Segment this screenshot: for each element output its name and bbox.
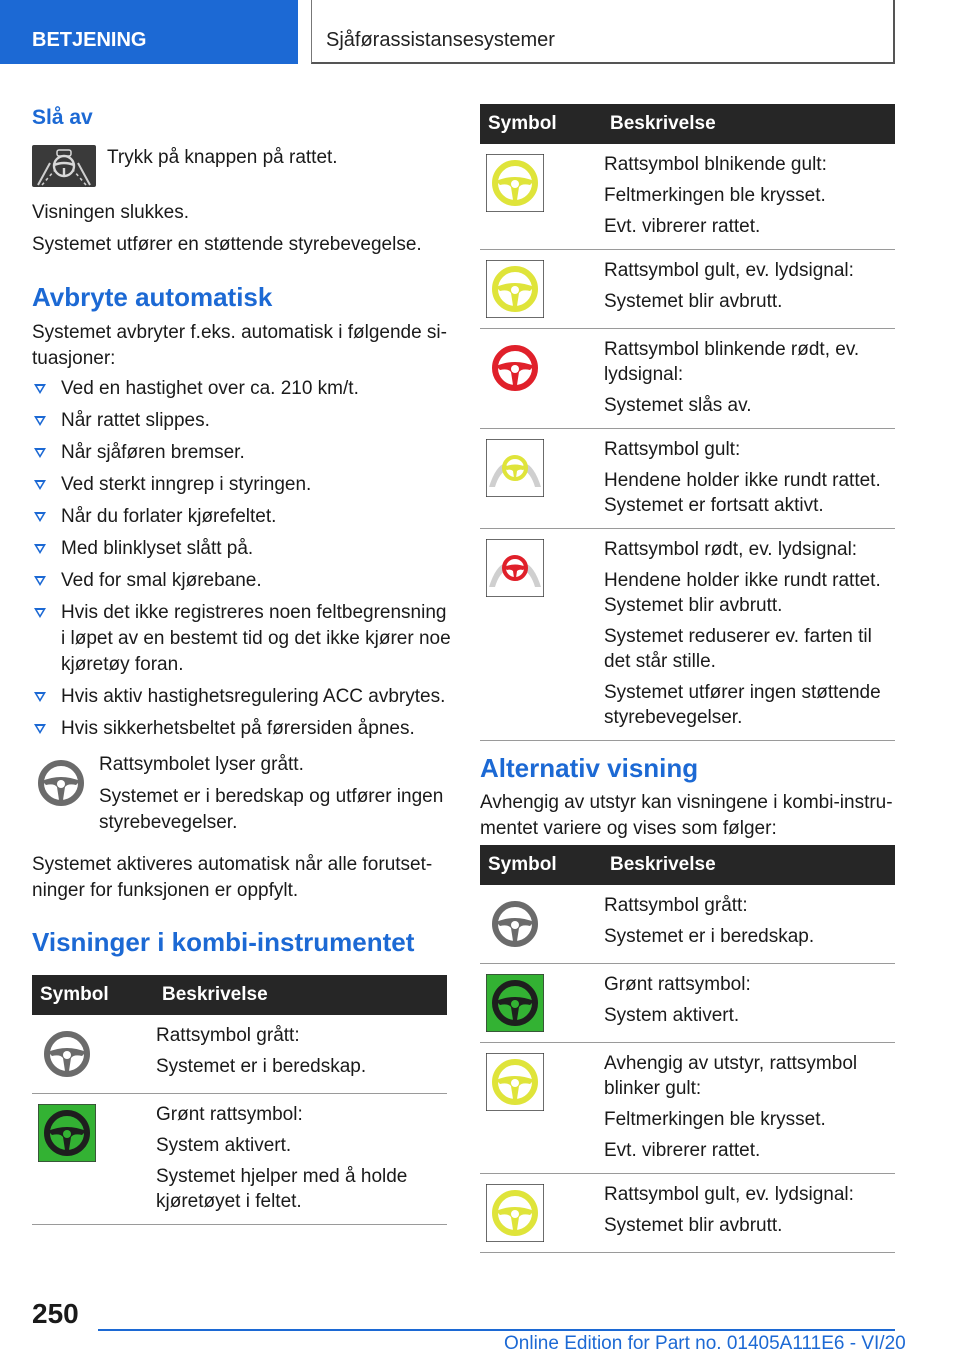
col-symbol: Symbol [480,845,602,885]
yellow-steering-wheel-icon [486,154,544,212]
symbol-cell [480,529,602,741]
header-section-label: BETJENING [32,29,147,51]
list-item [32,536,452,562]
symbol-cell [480,329,602,429]
description-cell [602,964,895,1043]
description-line: Rattsymbol blinkende rødt, ev. lydsignal: [604,339,860,385]
list-item [32,568,452,594]
triangle-bullet-icon [34,512,46,522]
triangle-bullet-icon [34,608,46,618]
list-item [32,472,452,498]
symbol-table-right [480,104,895,741]
symbol-cell [480,885,602,964]
list-item-text: Når sjåføren bremser. [61,442,245,463]
triangle-bullet-icon [34,480,46,490]
description-cell [602,885,895,964]
header-section-tab [0,0,298,64]
description-cell [602,329,895,429]
description-line: Systemet blir avbrutt. [604,291,783,312]
description-cell [602,250,895,329]
triangle-bullet-icon [34,544,46,554]
symbol-table-alternative [480,845,895,1253]
yellow-hands-off-icon [486,439,544,497]
list-item-text: Hvis sikkerhetsbeltet på førersiden åpnes. [61,718,415,739]
description-line: Rattsymbol grått: [156,1025,300,1046]
description-line: Evt. vibrerer rattet. [604,1140,761,1161]
heading-visninger: Visninger i kombi-instrumentet [32,927,415,957]
col-description: Beskrivelse [154,975,447,1015]
description-line: Systemet er i beredskap. [156,1056,367,1077]
visning-slukkes: Visningen slukkes. [32,202,190,223]
ratt-gratt-1: Rattsymbolet lyser grått. [99,754,304,775]
symbol-cell [480,1174,602,1253]
list-item [32,376,452,402]
description-line: Systemet hjelper med å holde kjøretøyet i feltet. [156,1166,408,1212]
table-row [32,1094,447,1225]
yellow-steering-wheel-icon [486,1053,544,1111]
edition-text: Online Edition for Part no. 01405A111E6 - VI/20 [504,1333,906,1354]
heading-avbryte: Avbryte automatisk [32,282,273,312]
description-cell [602,529,895,741]
table-row [480,429,895,529]
table-row [32,1015,447,1094]
symbol-cell [480,144,602,250]
grey-steering-wheel-icon [32,754,90,812]
ratt-gratt-2: Systemet er i beredskap og utfører ingen styrebevegelser. [99,786,444,833]
triangle-bullet-icon [34,692,46,702]
symbol-cell [480,1043,602,1174]
yellow-steering-wheel-icon [486,260,544,318]
description-line: Rattsymbol gult, ev. lydsignal: [604,260,854,281]
symbol-cell [32,1015,154,1094]
list-item [32,504,452,530]
description-line: Rattsymbol gult, ev. lydsignal: [604,1184,854,1205]
table-row [480,1174,895,1253]
description-line: Systemet slås av. [604,395,752,416]
header-title: Sjåførassistansesystemer [326,29,555,51]
list-item-text: Med blinklyset slått på. [61,538,254,559]
description-line: Systemet reduserer ev. farten til det står stille. [604,626,872,672]
symbol-table-left [32,975,447,1225]
symbol-cell [480,964,602,1043]
list-item [32,408,452,434]
red-hands-off-icon [486,539,544,597]
description-line: Hendene holder ikke rundt rattet. Systemet er fortsatt aktivt. [604,470,881,516]
situations-list [32,376,452,748]
grey-steering-wheel-icon [486,895,544,953]
triangle-bullet-icon [34,724,46,734]
table-row [480,964,895,1043]
triangle-bullet-icon [34,448,46,458]
grey-steering-wheel-icon [38,1025,96,1083]
table-row [480,885,895,964]
description-line: Avhengig av utstyr, rattsymbol blinker gult: [604,1053,858,1099]
table-row [480,144,895,250]
list-item-text: Ved sterkt inngrep i styringen. [61,474,312,495]
list-item-text: Hvis det ikke registreres noen feltbegrensning i løpet av en bestemt tid og det ikke kjører noe kjøretøy foran. [61,602,451,675]
description-cell [154,1094,447,1225]
description-cell [154,1015,447,1094]
description-line: Systemet utfører ingen støttende styrebevegelser. [604,682,881,728]
yellow-steering-wheel-icon [486,1184,544,1242]
symbol-cell [32,1094,154,1225]
table-row [480,529,895,741]
description-cell [602,1043,895,1174]
green-steering-wheel-icon [486,974,544,1032]
col-symbol: Symbol [480,104,602,144]
list-item-text: Når rattet slippes. [61,410,210,431]
description-line: Rattsymbol gult: [604,439,741,460]
col-description: Beskrivelse [602,104,895,144]
list-item-text: Ved for smal kjørebane. [61,570,262,591]
description-cell [602,1174,895,1253]
heading-alternativ: Alternativ visning [480,753,699,783]
description-line: Rattsymbol rødt, ev. lydsignal: [604,539,858,560]
page-number: 250 [32,1298,79,1329]
description-cell [602,144,895,250]
sla-av-text: Trykk på knappen på rattet. [107,147,338,168]
table-row [480,1043,895,1174]
description-line: Rattsymbol grått: [604,895,748,916]
list-item-text: Ved en hastighet over ca. 210 km/t. [61,378,359,399]
header-title-box [311,0,895,64]
list-item [32,684,452,710]
description-line: System aktivert. [604,1005,740,1026]
triangle-bullet-icon [34,576,46,586]
list-item [32,440,452,466]
description-line: Evt. vibrerer rattet. [604,216,761,237]
description-line: Systemet er i beredskap. [604,926,815,947]
description-line: Feltmerkingen ble krysset. [604,1109,826,1130]
symbol-cell [480,429,602,529]
list-item [32,600,452,678]
footer-divider [98,1329,895,1331]
description-cell [602,429,895,529]
description-line: System aktivert. [156,1135,292,1156]
description-line: Grønt rattsymbol: [156,1104,303,1125]
list-item [32,716,452,742]
green-steering-wheel-icon [38,1104,96,1162]
lane-assist-button-icon [32,145,96,187]
table-row [480,329,895,429]
description-line: Hendene holder ikke rundt rattet. Systemet blir avbrutt. [604,570,881,616]
description-line: Grønt rattsymbol: [604,974,751,995]
aktiveres-text: Systemet aktiveres automatisk når alle forutsetninger for funksjonen er oppfylt. [32,854,433,901]
table-row [480,250,895,329]
heading-sla-av: Slå av [32,106,93,129]
red-steering-wheel-icon [486,339,544,397]
alternativ-intro: Avhengig av utstyr kan visningene i kombi-instrumentet variere og vises som følger: [480,792,893,839]
triangle-bullet-icon [34,384,46,394]
systemet-utforer: Systemet utfører en støttende styrebevegelse. [32,234,422,255]
description-line: Feltmerkingen ble krysset. [604,185,826,206]
col-symbol: Symbol [32,975,154,1015]
list-item-text: Hvis aktiv hastighetsregulering ACC avbrytes. [61,686,446,707]
col-description: Beskrivelse [602,845,895,885]
symbol-cell [480,250,602,329]
description-line: Rattsymbol blnikende gult: [604,154,827,175]
avbryte-intro: Systemet avbryter f.eks. automatisk i følgende situasjoner: [32,322,447,369]
list-item-text: Når du forlater kjørefeltet. [61,506,277,527]
triangle-bullet-icon [34,416,46,426]
description-line: Systemet blir avbrutt. [604,1215,783,1236]
